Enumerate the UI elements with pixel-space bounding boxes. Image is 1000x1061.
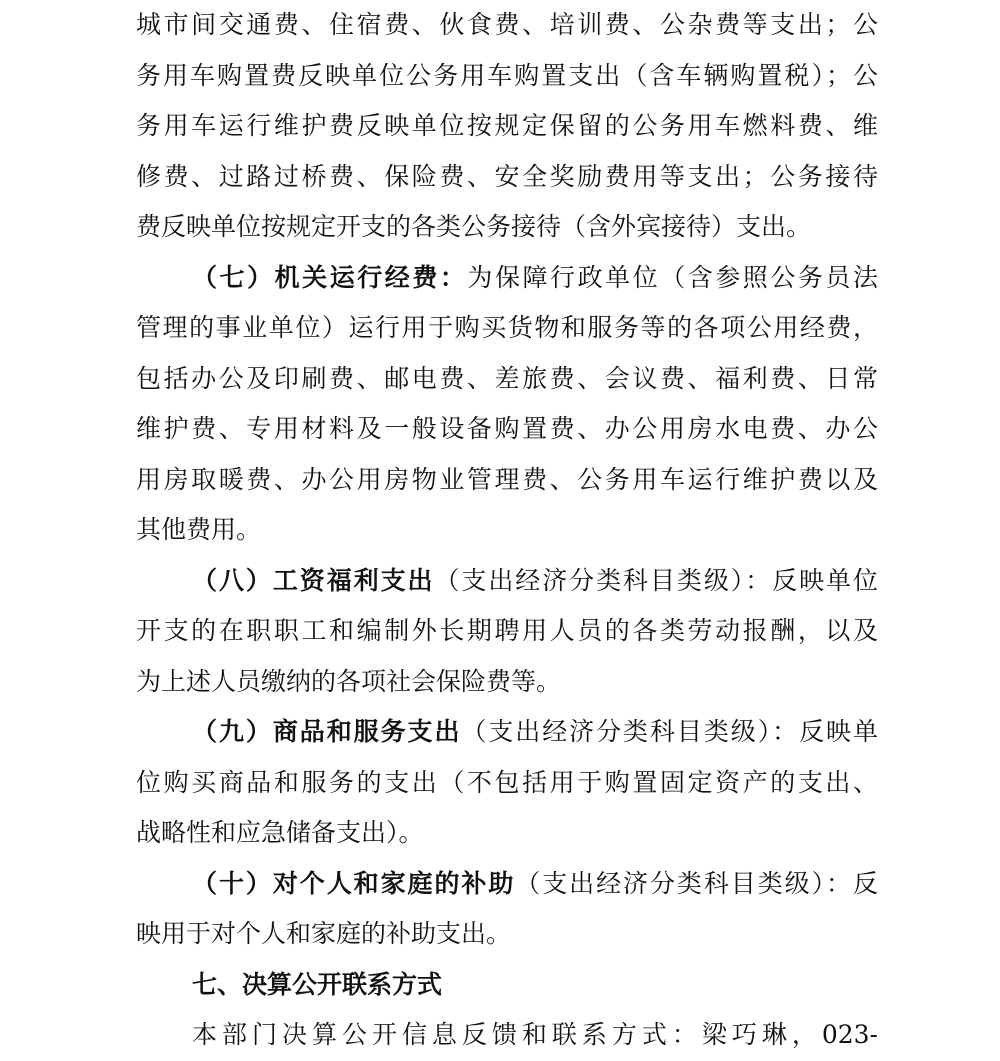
paragraph-line: 维护费、专用材料及一般设备购置费、办公用房水电费、办公 (136, 414, 878, 443)
item-8-first-line (136, 556, 878, 607)
item-10-heading: （十）对个人和家庭的补助 (192, 868, 516, 898)
item-9-first-line (136, 707, 878, 758)
paragraph-line: 包括办公及印刷费、邮电费、差旅费、会议费、福利费、日常 (136, 363, 878, 393)
item-10-text: （支出经济分类科目类级）：反 (515, 868, 878, 898)
item-7-text: 为保障行政单位（含参照公务员法 (467, 262, 878, 292)
paragraph-line: 战略性和应急储备支出）。 (136, 818, 424, 847)
document-page (136, 0, 878, 1061)
section-7-heading: 七、决算公开联系方式 (192, 969, 443, 999)
contact-line: 本部门决算公开信息反馈和联系方式：梁巧琳，023- (192, 1020, 878, 1049)
paragraph-line: 为上述人员缴纳的各项社会保险费等。 (136, 666, 562, 696)
item-8-text: （支出经济分类科目类级）：反映单位 (434, 565, 878, 595)
item-7-heading: （七）机关运行经费： (192, 262, 468, 292)
paragraph-line: 费反映单位按规定开支的各类公务接待（含外宾接待）支出。 (136, 212, 812, 241)
item-9-heading: （九）商品和服务支出 (192, 717, 462, 746)
paragraph-line: 城市间交通费、住宿费、伙食费、培训费、公杂费等支出；公 (136, 10, 878, 39)
paragraph-line: 用房取暖费、办公用房物业管理费、公务用车运行维护费以及 (136, 464, 878, 494)
paragraph-line: 位购买商品和服务的支出（不包括用于购置固定资产的支出、 (136, 767, 878, 797)
item-10-first-line (136, 859, 878, 910)
paragraph-line: 映用于对个人和家庭的补助支出。 (136, 919, 512, 948)
paragraph-line: 务用车购置费反映单位公务用车购置支出（含车辆购置税）；公 (136, 60, 878, 90)
item-8-heading: （八）工资福利支出 (192, 565, 435, 595)
paragraph-line: 务用车运行维护费反映单位按规定保留的公务用车燃料费、维 (136, 111, 878, 140)
paragraph-line: 修费、过路过桥费、保险费、安全奖励费用等支出；公务接待 (136, 161, 878, 191)
paragraph-line: 开支的在职职工和编制外长期聘用人员的各类劳动报酬，以及 (136, 616, 878, 645)
paragraph-line: 管理的事业单位）运行用于购买货物和服务等的各项公用经费， (136, 313, 878, 342)
item-7-first-line (136, 253, 878, 304)
paragraph-line: 其他费用。 (136, 515, 262, 544)
item-9-text: （支出经济分类科目类级）：反映单 (461, 717, 878, 746)
